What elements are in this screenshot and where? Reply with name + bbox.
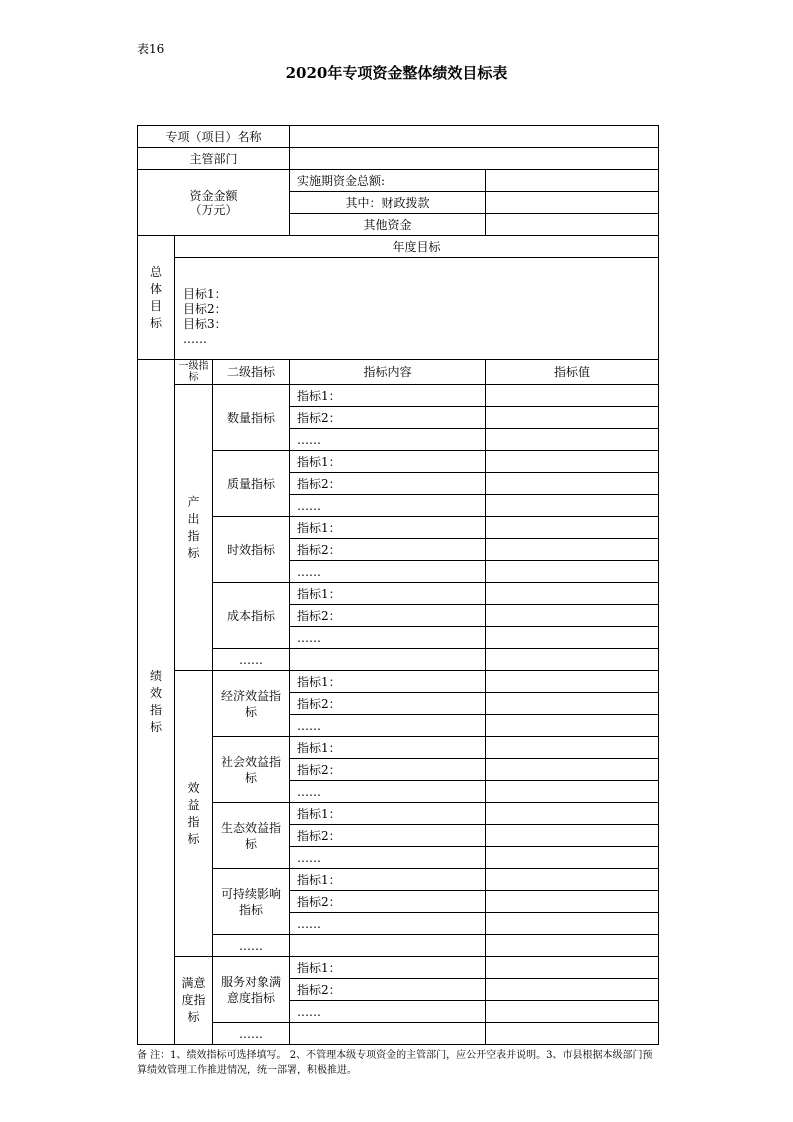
indicator-value-cell[interactable] [486, 583, 659, 605]
indicator-item: …… [290, 495, 486, 517]
table-row [138, 803, 659, 825]
benefit-more-label: …… [213, 935, 290, 957]
economic-benefit-label: 经济效益指标 [213, 671, 290, 737]
indicator-value-cell[interactable] [486, 913, 659, 935]
fund-amount-label [138, 170, 290, 236]
indicator-item: …… [290, 561, 486, 583]
table-row [138, 385, 659, 407]
indicator-item: 指标1： [290, 451, 486, 473]
indicator-item: …… [290, 715, 486, 737]
indicator-value-cell[interactable] [486, 561, 659, 583]
indicator-value-cell[interactable] [486, 671, 659, 693]
footnote: 备 注：1、绩效指标可选择填写。 2、不管理本级专项资金的主管部门，应公开空表并说明。3、市县根据本级部门预算绩效管理工作推进情况，统一部署，积极推进。 [137, 1050, 653, 1076]
indicator-value-cell[interactable] [486, 539, 659, 561]
indicator-item: …… [290, 781, 486, 803]
fund-fiscal-label: 其中：财政拨款 [290, 192, 486, 214]
indicator-value-cell[interactable] [486, 495, 659, 517]
indicator-item: 指标2： [290, 539, 486, 561]
table-row [138, 1023, 659, 1045]
goal-line: 目标1： [183, 286, 227, 301]
col-level1-header: 一级指标 [175, 360, 213, 385]
fund-total-label: 实施期资金总额: [290, 170, 486, 192]
satisfaction-indicator-label: 满意度指标 [175, 957, 213, 1045]
satisfaction-more-label: …… [213, 1023, 290, 1045]
indicator-value-cell[interactable] [486, 407, 659, 429]
indicator-item: 指标1： [290, 583, 486, 605]
overall-goal-content-row [138, 258, 659, 360]
table-row [138, 737, 659, 759]
goal-line: 目标2： [183, 301, 227, 316]
table-row [138, 583, 659, 605]
fund-other-label: 其他资金 [290, 214, 486, 236]
output-more-label: …… [213, 649, 290, 671]
indicator-content-cell[interactable] [290, 935, 486, 957]
fund-label-line2: （万元） [189, 202, 238, 217]
indicator-item: 指标1： [290, 517, 486, 539]
fund-other-value[interactable] [486, 214, 659, 236]
overall-goal-header-row [138, 236, 659, 258]
indicator-item: 指标2： [290, 605, 486, 627]
output-indicator-label: 产出指标 [175, 385, 213, 671]
indicator-item: 指标1： [290, 869, 486, 891]
fund-total-value[interactable] [486, 170, 659, 192]
goal-line: 目标3： [183, 316, 227, 331]
table-number: 表16 [137, 42, 165, 56]
indicator-item: 指标1： [290, 737, 486, 759]
performance-goal-table [137, 125, 659, 1045]
indicator-item: 指标1： [290, 385, 486, 407]
indicator-value-cell[interactable] [486, 869, 659, 891]
col-value-header: 指标值 [486, 360, 659, 385]
perf-indicator-label: 绩效指标 [138, 360, 175, 1045]
indicator-value-cell[interactable] [486, 1001, 659, 1023]
table-row [138, 935, 659, 957]
indicator-value-cell[interactable] [486, 517, 659, 539]
indicator-item: 指标1： [290, 803, 486, 825]
quantity-indicator-label: 数量指标 [213, 385, 290, 451]
indicator-value-cell[interactable] [486, 649, 659, 671]
annual-goal-content[interactable] [175, 258, 659, 360]
perf-header-row [138, 360, 659, 385]
dept-value[interactable] [290, 148, 659, 170]
indicator-item: …… [290, 913, 486, 935]
indicator-item: 指标2： [290, 759, 486, 781]
overall-goal-label: 总体目标 [138, 236, 175, 360]
benefit-indicator-label: 效益指标 [175, 671, 213, 957]
indicator-value-cell[interactable] [486, 429, 659, 451]
quality-indicator-label: 质量指标 [213, 451, 290, 517]
indicator-value-cell[interactable] [486, 979, 659, 1001]
indicator-value-cell[interactable] [486, 451, 659, 473]
table-row [138, 517, 659, 539]
timeliness-indicator-label: 时效指标 [213, 517, 290, 583]
annual-goal-label: 年度目标 [175, 236, 659, 258]
project-name-row [138, 126, 659, 148]
indicator-item: 指标2： [290, 891, 486, 913]
dept-row [138, 148, 659, 170]
indicator-content-cell[interactable] [290, 1023, 486, 1045]
fund-fiscal-value[interactable] [486, 192, 659, 214]
col-content-header: 指标内容 [290, 360, 486, 385]
indicator-value-cell[interactable] [486, 891, 659, 913]
project-name-label: 专项（项目）名称 [138, 126, 290, 148]
indicator-item: 指标2： [290, 473, 486, 495]
fund-label-line1: 资金金额 [189, 188, 238, 203]
indicator-item: 指标1： [290, 957, 486, 979]
sustainable-impact-label: 可持续影响指标 [213, 869, 290, 935]
goal-line: …… [183, 331, 207, 346]
indicator-value-cell[interactable] [486, 385, 659, 407]
indicator-item: 指标2： [290, 979, 486, 1001]
indicator-value-cell[interactable] [486, 957, 659, 979]
indicator-item: 指标2： [290, 407, 486, 429]
table-row [138, 671, 659, 693]
indicator-item: …… [290, 847, 486, 869]
project-name-value[interactable] [290, 126, 659, 148]
indicator-value-cell[interactable] [486, 605, 659, 627]
social-benefit-label: 社会效益指标 [213, 737, 290, 803]
dept-label: 主管部门 [138, 148, 290, 170]
eco-benefit-label: 生态效益指标 [213, 803, 290, 869]
indicator-value-cell[interactable] [486, 693, 659, 715]
indicator-item: 指标2： [290, 693, 486, 715]
indicator-item: …… [290, 627, 486, 649]
indicator-value-cell[interactable] [486, 825, 659, 847]
fund-total-row [138, 170, 659, 192]
col-level2-header: 二级指标 [213, 360, 290, 385]
table-row [138, 451, 659, 473]
indicator-content-cell[interactable] [290, 649, 486, 671]
indicator-value-cell[interactable] [486, 935, 659, 957]
service-satisfaction-label: 服务对象满意度指标 [213, 957, 290, 1023]
cost-indicator-label: 成本指标 [213, 583, 290, 649]
indicator-value-cell[interactable] [486, 627, 659, 649]
table-row [138, 957, 659, 979]
page-title: 2020年专项资金整体绩效目标表 [285, 64, 508, 82]
table-row [138, 869, 659, 891]
indicator-item: …… [290, 429, 486, 451]
indicator-value-cell[interactable] [486, 473, 659, 495]
indicator-value-cell[interactable] [486, 715, 659, 737]
indicator-value-cell[interactable] [486, 847, 659, 869]
indicator-value-cell[interactable] [486, 759, 659, 781]
indicator-value-cell[interactable] [486, 737, 659, 759]
table-row [138, 649, 659, 671]
indicator-value-cell[interactable] [486, 781, 659, 803]
indicator-item: 指标1： [290, 671, 486, 693]
indicator-value-cell[interactable] [486, 1023, 659, 1045]
indicator-item: 指标2： [290, 825, 486, 847]
indicator-value-cell[interactable] [486, 803, 659, 825]
indicator-item: …… [290, 1001, 486, 1023]
